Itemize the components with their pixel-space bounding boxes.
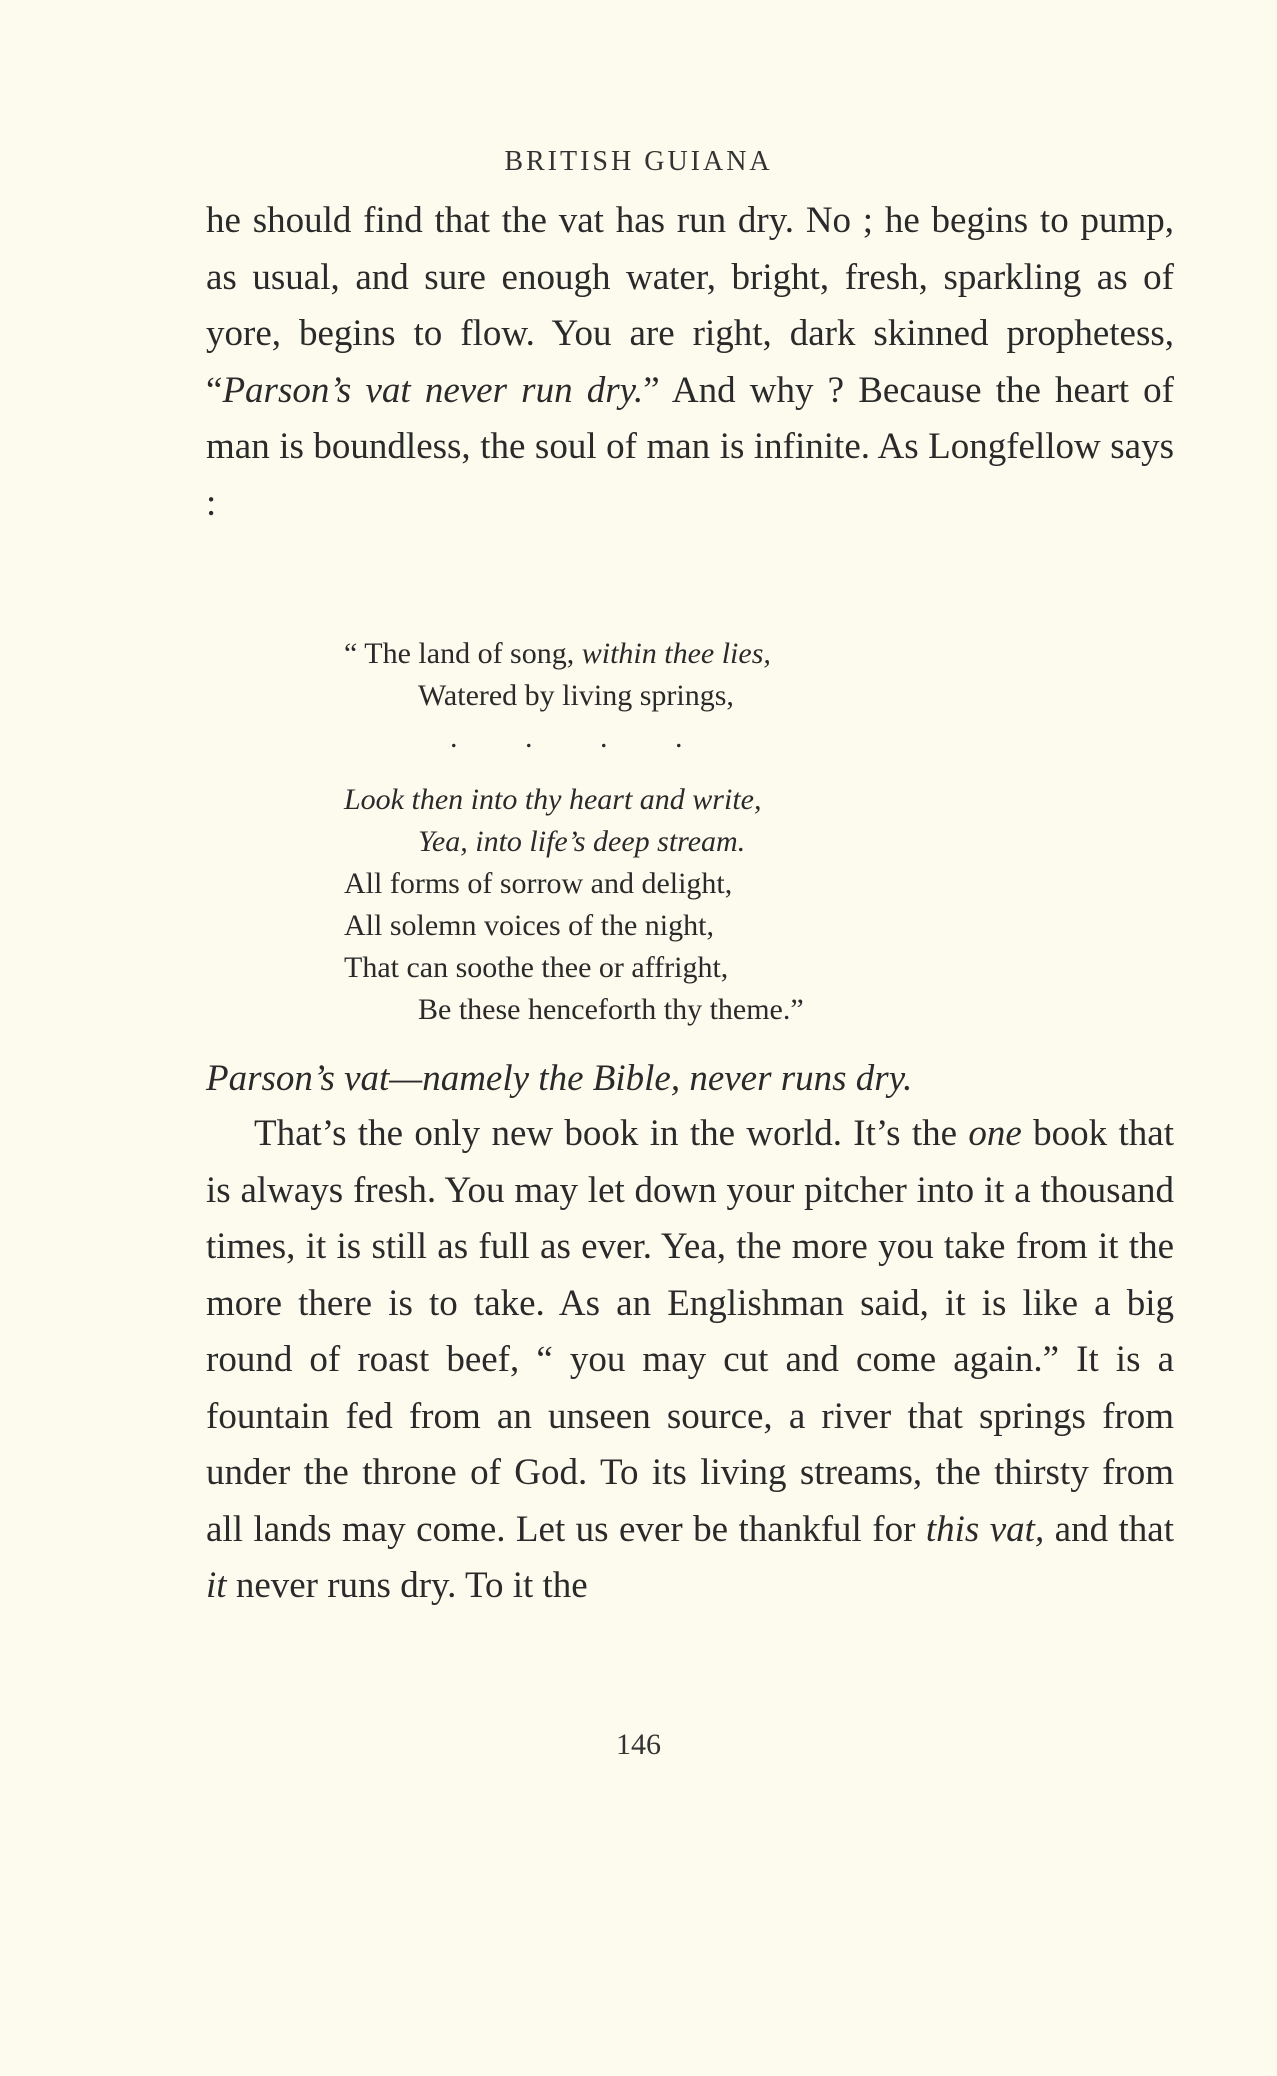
poem-line-4: Yea, into life’s deep stream.	[418, 825, 746, 858]
poem-quotation	[344, 633, 804, 1031]
text-run: and that	[1044, 1508, 1174, 1550]
poem-italic: within thee lies,	[581, 637, 771, 670]
text-run: book that is always fresh. You may let down your pitcher into it a thousand times, it is still as full as ever. Yea, the more you take from it the more there is to take. As an Englishman said, it is like a big round of roast beef, “ you may cut and come again.” It is a fountain fed from an unseen source, a river that springs from under the throne of God. To its living streams, the thirsty from all lands may come. Let us ever be thankful for	[206, 1113, 1174, 1550]
ellipsis-dots: . . . .	[450, 721, 683, 754]
italic-quote: Parson’s vat never run dry.	[222, 369, 644, 411]
italic-word: it	[206, 1565, 227, 1606]
poem-text: “ The land of song,	[344, 637, 582, 670]
text-run: That’s the only new book in the world. It’s the	[254, 1113, 969, 1154]
poem-line-3: Look then into thy heart and write,	[344, 783, 762, 816]
paragraph-text	[206, 193, 1174, 532]
poem-line-1	[344, 633, 804, 675]
italic-heading-line: Parson’s vat—namely the Bible, never runs dry.	[206, 1058, 913, 1099]
running-head: BRITISH GUIANA	[504, 146, 773, 177]
text-run: ” And why ? Because the heart of man is boundless, the soul of man is infinite. As Longfellow says :	[206, 369, 1174, 524]
page-number: 146	[616, 1728, 661, 1761]
paragraph-only-new-book	[206, 1106, 1174, 1615]
poem-line-5: All forms of sorrow and delight,	[344, 867, 733, 900]
italic-word: this vat,	[925, 1508, 1045, 1550]
text-run: he should find that the vat has run dry. No ; he begins to pump, as usual, and sure enough water, bright, fresh, sparkling as of yore, begins to flow. You are right, dark skinned prophetess, “	[206, 200, 1174, 411]
stanza-gap	[344, 759, 804, 779]
paragraph-text	[206, 1106, 1174, 1615]
poem-line-2: Watered by living springs,	[418, 679, 734, 712]
poem-line-8: Be these henceforth thy theme.”	[418, 993, 804, 1026]
text-run: never runs dry. To it the	[226, 1565, 588, 1606]
paragraph-vat-never-dry	[206, 193, 1174, 532]
poem-line-7: That can soothe thee or affright,	[344, 951, 729, 984]
poem-line-6: All solemn voices of the night,	[344, 909, 714, 942]
italic-word: one	[968, 1113, 1022, 1154]
